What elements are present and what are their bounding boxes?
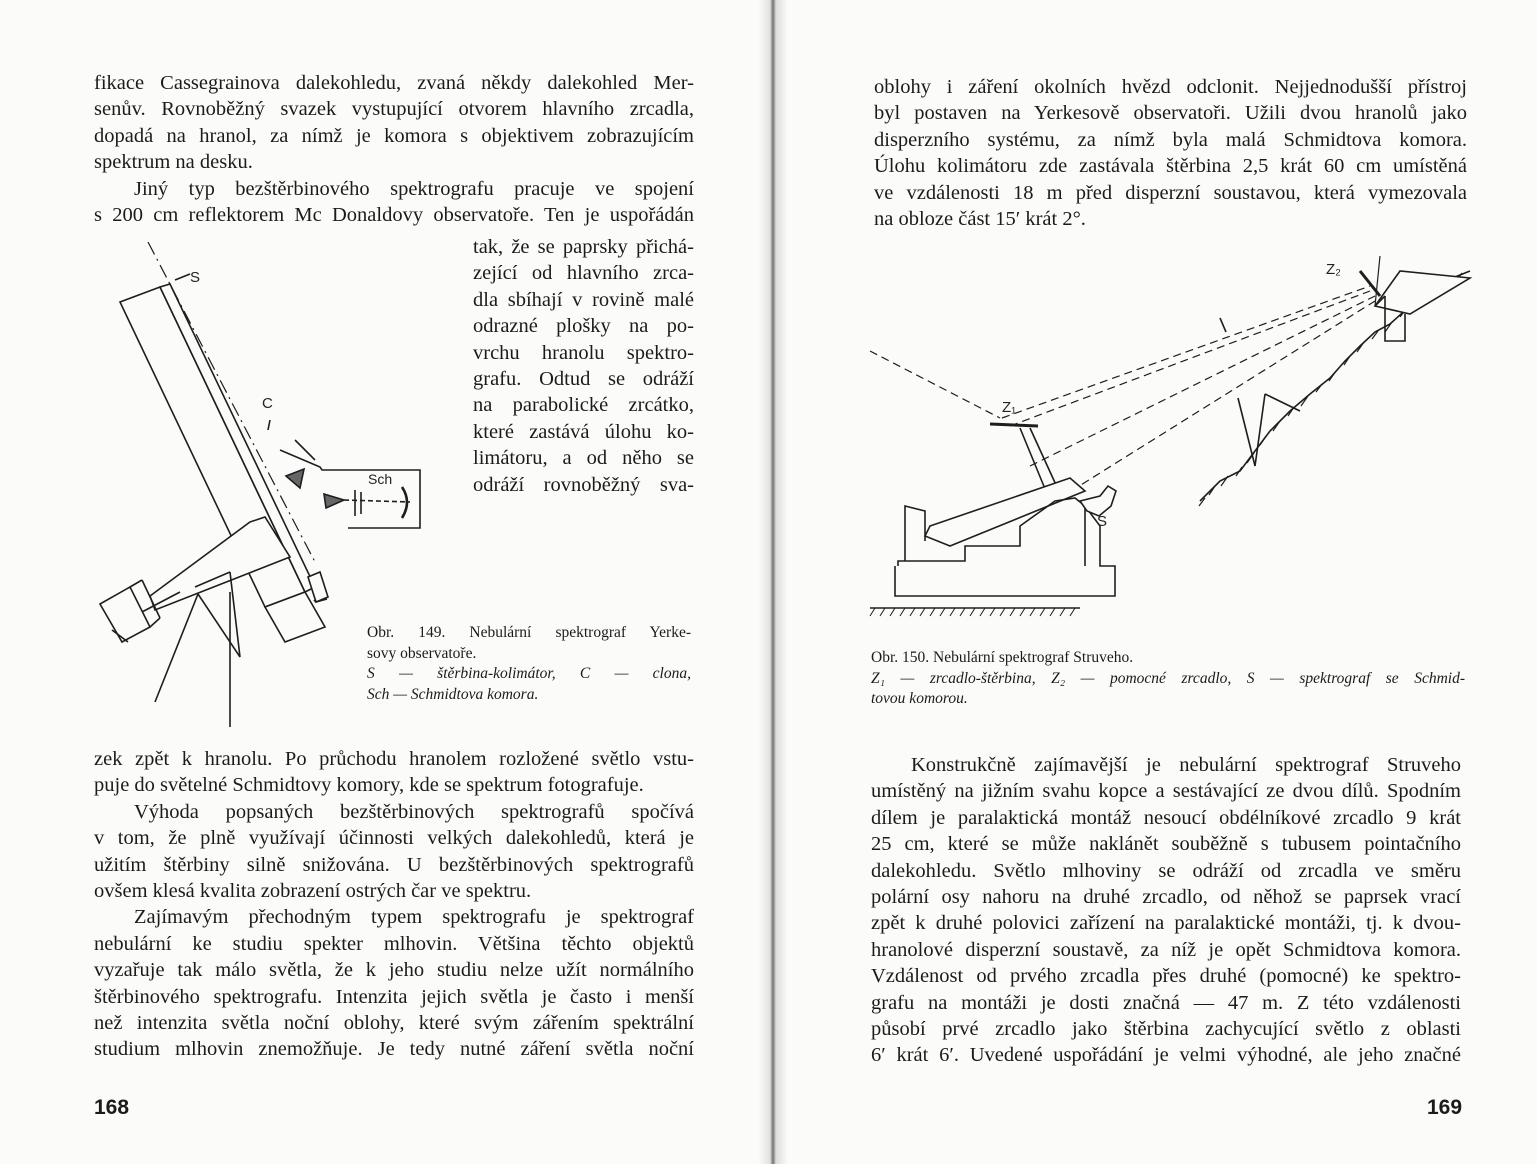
caption-legend: tovou komorou.: [871, 690, 968, 707]
text-line: zpět k druhé polovici zařízení na paralaktické montáži, tj. k dvou-: [871, 912, 1461, 935]
text-line: odrazné plošky na po-: [473, 315, 694, 338]
text-line: než intenzita světla noční oblohy, které svým zářením spektrální: [94, 1012, 694, 1035]
figure-150-struve-spectrograph-diagram: [870, 236, 1480, 621]
text-line: Vzdálenost od prvého zrcadla přes druhé (pomocné) ke spektro-: [871, 965, 1461, 988]
right-paragraph-top: [874, 74, 1467, 232]
caption-legend: Sch — Schmidtova komora.: [367, 685, 539, 703]
text-line: studium mlhovin znemožňuje. Je tedy nutné záření světla noční: [94, 1038, 694, 1061]
text-line: senův. Rovnoběžný svazek vystupující otvorem hlavního zrcadla,: [94, 98, 694, 121]
left-paragraph-top: [94, 70, 694, 228]
label-c: C: [262, 395, 273, 412]
left-paragraph-bottom: [94, 746, 694, 1063]
text-line: vrchu hranolu spektro-: [473, 341, 694, 364]
text-line: dalekohledu. Světlo mlhoviny se odráží od zrcadla ve směru: [871, 859, 1461, 882]
guide-tick: [1220, 318, 1226, 332]
text-line: v tom, že plně využívají účinnosti velkých dalekohledů, která je: [94, 827, 694, 850]
label-z1: Z₁: [1002, 399, 1017, 416]
page-number-right: 169: [1427, 1096, 1463, 1119]
label-s: S: [1097, 513, 1108, 530]
text-line: Konstrukčně zajímavější je nebulární spektrograf Struveho: [911, 754, 1461, 776]
text-line: ovšem klesá kvalita zobrazení ostrých čar ve spektru.: [94, 880, 532, 903]
auxiliary-mirror-hut: [1326, 256, 1470, 341]
right-page: [775, 0, 1537, 1164]
label-sch: Sch: [368, 471, 393, 487]
text-line: na obloze část 15′ krát 2°.: [874, 208, 1086, 231]
hillside: [1199, 271, 1470, 506]
label-z2: Z₂: [1326, 261, 1341, 278]
caption-title: Obr. 149. Nebulární spektrograf Yerke-: [367, 624, 691, 641]
text-line: dla sbíhají v rovině malé: [473, 288, 694, 311]
text-line: zející od hlavního zrca-: [473, 262, 694, 285]
text-line: štěrbinového spektrografu. Intenzita jejich světla je často i menší: [94, 985, 694, 1008]
text-line: působí prvé zrcadlo jako štěrbina zachycující světlo z oblasti: [871, 1018, 1461, 1041]
text-line: s 200 cm reflektorem Mc Donaldovy observatoře. Ten je uspořádán: [94, 204, 694, 227]
text-line: zek zpět k hranolu. Po průchodu hranolem rozložené světlo vstu-: [94, 748, 694, 770]
spectrograph-housing: [262, 395, 420, 528]
caption-title-continued: sovy observatoře.: [367, 644, 477, 662]
caption-title: Obr. 150. Nebulární spektrograf Struveho.: [871, 649, 1134, 666]
mount: [100, 517, 290, 727]
text-line: Jiný typ bezštěrbinového spektrografu pracuje ve spojení: [134, 177, 694, 200]
text-line: dílem je paralaktická montáž nesoucí obdélníkové zrcadlo 9 krát: [871, 806, 1461, 829]
text-line: limátoru, a od něho se: [473, 447, 694, 470]
text-line: odráží rovnoběžný sva-: [473, 473, 694, 496]
text-line: Výhoda popsaných bezštěrbinových spektrografů spočívá: [134, 800, 694, 823]
text-line: tak, že se paprsky přichá-: [473, 236, 694, 258]
figure-149-caption: [367, 623, 691, 705]
text-line: fikace Cassegrainova dalekohledu, zvaná někdy dalekohled Mer-: [94, 72, 694, 94]
text-line: nebulární ke studiu spekter mlhovin. Většina těchto objektů: [94, 932, 694, 955]
text-line: hranolové disperzní soustavě, za níž je opět Schmidtova komora.: [871, 938, 1461, 961]
text-line: Úlohu kolimátoru zde zastávala štěrbina 2,5 krát 60 cm umístěná: [874, 155, 1467, 178]
text-line: grafu. Odtud se odráží: [473, 368, 694, 391]
text-line: 6′ krát 6′. Uvedené uspořádání je velmi výhodné, ale jeho značné: [871, 1044, 1461, 1067]
text-line: Zajímavým přechodným typem spektrografu je spektrograf: [134, 906, 694, 929]
text-line: disperzního systému, za nímž byla malá Schmidtova komora.: [874, 128, 1467, 151]
ground: [870, 608, 1080, 616]
text-line: ve vzdálenosti 18 m před disperzní soustavou, která vymezovala: [874, 181, 1467, 204]
text-line: 25 cm, které se může naklánět souběžně s tubusem pointačního: [871, 833, 1461, 856]
page-number-left: 168: [94, 1096, 130, 1119]
right-paragraph-main: [871, 752, 1461, 1069]
text-line: které zastává úlohu ko-: [473, 420, 694, 443]
main-mirror-and-mount: [895, 399, 1116, 596]
slit-label: [175, 269, 200, 286]
text-line: byl postaven na Yerkesově observatoři. Užili dvou hranolů jako: [874, 102, 1467, 125]
pointing-telescope-tripod: [1238, 394, 1300, 466]
text-line: puje do světelné Schmidtovy komory, kde se spektrum fotografuje.: [94, 774, 644, 797]
figure-150-caption: [871, 648, 1465, 710]
text-line: oblohy i záření okolních hvězd odclonit. Nejjednodušší přístroj: [874, 76, 1467, 98]
text-line: spektrum na desku.: [94, 151, 253, 174]
left-paragraph-side: [473, 234, 694, 498]
text-line: dopadá na hranol, za nímž je komora s objektivem zobrazujícím: [94, 124, 694, 147]
label-s: S: [190, 269, 201, 286]
text-line: užitím štěrbiny silně snižována. U bezštěrbinových spektrografů: [94, 853, 694, 876]
text-line: grafu na montáži je dosti značná — 47 m. Z této vzdálenosti: [871, 991, 1461, 1014]
text-line: vyzařuje tak málo světla, že k jeho studiu nelze užít normálního: [94, 959, 694, 982]
caption-legend: S — štěrbina-kolimátor, C — clona,: [367, 665, 691, 682]
caption-legend: Z₁ — zrcadlo-štěrbina, Z₂ — pomocné zrcadlo, S — spektrograf se Schmid-: [871, 669, 1465, 687]
light-rays: [870, 286, 1375, 498]
text-line: umístěný na jižním svahu kopce a sestávající ze dvou dílů. Spodním: [871, 780, 1461, 803]
text-line: na parabolické zrcátko,: [473, 394, 694, 417]
text-line: polární osy nahoru na druhé zrcadlo, od něhož se paprsek vrací: [871, 886, 1461, 909]
